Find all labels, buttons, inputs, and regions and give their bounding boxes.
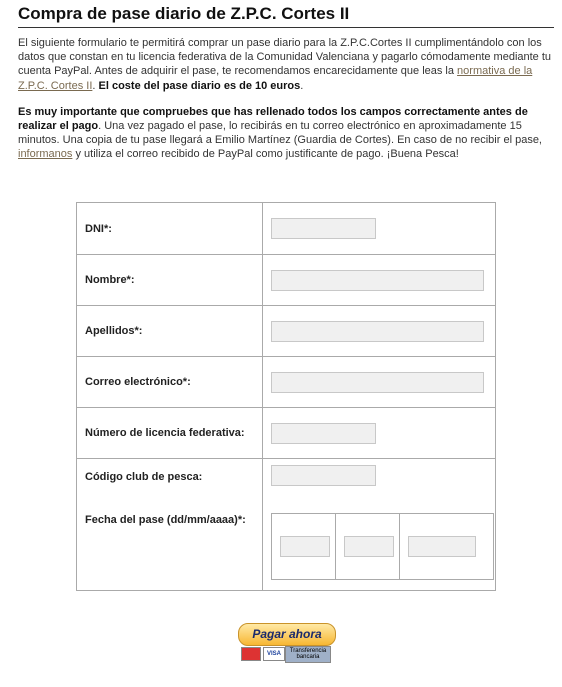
intro-text	[18, 36, 558, 162]
licencia-input[interactable]	[271, 423, 376, 444]
pass-form	[76, 202, 496, 591]
form-row-licencia	[77, 408, 496, 459]
date-year-input[interactable]	[408, 536, 476, 557]
date-day-input[interactable]	[280, 536, 330, 557]
bank-transfer-icon: Transferencia bancaria	[285, 646, 331, 663]
dni-label: DNI*:	[77, 203, 263, 255]
form-row-dni	[77, 203, 496, 255]
visa-icon: VISA	[263, 647, 285, 661]
pay-now-button[interactable]: Pagar ahora	[238, 623, 336, 646]
form-row-correo	[77, 357, 496, 408]
club-input[interactable]	[271, 465, 376, 486]
licencia-label: Número de licencia federativa:	[77, 408, 263, 459]
club-label: Código club de pesca:	[85, 471, 203, 483]
form-row-club-fecha	[77, 459, 496, 591]
intro-paragraph-2: Es muy importante que compruebes que has rellenado todos los campos correctamente antes de realizar el pago. Una vez pagado el pase, lo recibirás en tu correo electrónico en aproximadamente 15 minutos. Una copia de tu pase llegará a Emilio Martínez (Guardia de Cortes). En caso de no recibir el pase, informanos y utiliza el correo recibido de PayPal como justificante de pago. ¡Buena Pesca!	[18, 105, 542, 161]
nombre-input[interactable]	[271, 270, 484, 291]
page-title: Compra de pase diario de Z.P.C. Cortes II	[18, 4, 554, 28]
nombre-label: Nombre*:	[77, 255, 263, 306]
informanos-link[interactable]: informanos	[18, 148, 73, 161]
date-fields	[271, 513, 494, 580]
email-input[interactable]	[271, 372, 484, 393]
form-row-nombre	[77, 255, 496, 306]
apellidos-label: Apellidos*:	[77, 306, 263, 357]
intro-paragraph-1: El siguiente formulario te permitirá comprar un pase diario para la Z.P.C.Cortes II cumplimentándolo con los datos que constan en tu licencia federativa de la Comunidad Valenciana y pagarlo cómodamente mediante tu cuenta PayPal. Antes de adquirir el pase, te recomendamos encarecidamente que leas la normativa de la Z.P.C. Cortes II. El coste del pase diario es de 10 euros.	[18, 37, 552, 92]
correo-label: Correo electrónico*:	[77, 357, 263, 408]
price-text: El coste del pase diario es de 10 euros	[98, 79, 301, 92]
normativa-link[interactable]: normativa de la Z.P.C. Cortes II	[18, 65, 533, 92]
date-month-input[interactable]	[344, 536, 394, 557]
form-row-apellidos	[77, 306, 496, 357]
important-notice: Es muy importante que compruebes que has rellenado todos los campos correctamente antes de realizar el pago	[18, 105, 528, 133]
apellidos-input[interactable]	[271, 321, 484, 342]
mastercard-icon	[241, 647, 261, 661]
dni-input[interactable]	[271, 218, 376, 239]
fecha-label: Fecha del pase (dd/mm/aaaa)*:	[85, 514, 246, 526]
